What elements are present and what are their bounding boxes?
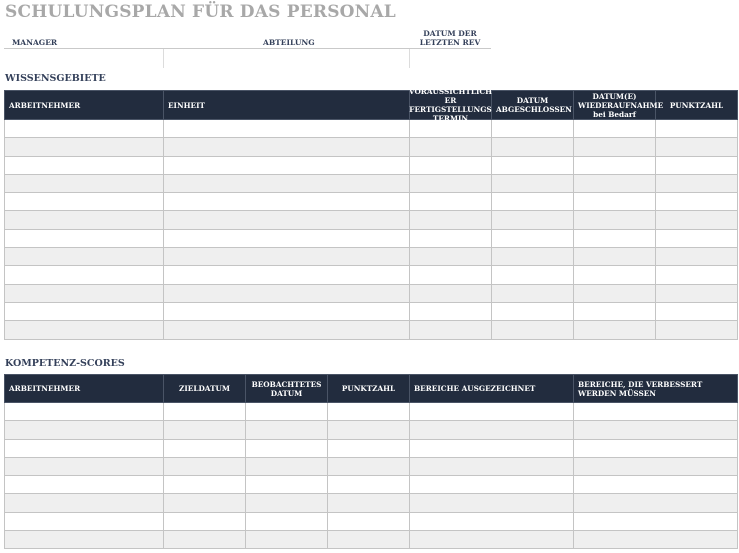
knowledge-table-cell[interactable] [574, 138, 656, 156]
competence-table-row [5, 421, 738, 439]
knowledge-table-row [5, 284, 738, 302]
knowledge-table-cell[interactable] [656, 156, 738, 174]
knowledge-table-cell[interactable] [164, 229, 410, 247]
competence-table-cell[interactable] [328, 403, 410, 421]
knowledge-table-cell[interactable] [574, 302, 656, 320]
knowledge-col-employee: ARBEITNEHMER [5, 91, 164, 120]
manager-label: MANAGER [12, 38, 58, 47]
competence-table-cell[interactable] [5, 421, 164, 439]
knowledge-table-cell[interactable] [5, 284, 164, 302]
knowledge-table-cell[interactable] [574, 229, 656, 247]
competence-table-cell[interactable] [246, 512, 328, 530]
competence-table-cell[interactable] [328, 421, 410, 439]
competence-table-cell[interactable] [5, 439, 164, 457]
competence-table-cell[interactable] [328, 494, 410, 512]
manager-field[interactable] [163, 49, 164, 68]
competence-table-cell[interactable] [574, 512, 738, 530]
knowledge-table-cell[interactable] [656, 229, 738, 247]
knowledge-table-cell[interactable] [656, 138, 738, 156]
knowledge-table-cell[interactable] [656, 248, 738, 266]
knowledge-table-row [5, 156, 738, 174]
knowledge-table-cell[interactable] [164, 120, 410, 138]
competence-table-body [5, 403, 738, 549]
knowledge-col-planned-date-label: VORAUSSICHTLICH ER FERTIGSTELLUNGS TERMIN [408, 87, 493, 123]
knowledge-table-row [5, 229, 738, 247]
knowledge-table-cell[interactable] [164, 302, 410, 320]
competence-table-cell[interactable] [5, 476, 164, 494]
knowledge-table-cell[interactable] [656, 211, 738, 229]
competence-table-cell[interactable] [328, 439, 410, 457]
competence-table-cell[interactable] [246, 403, 328, 421]
knowledge-table-row [5, 321, 738, 339]
knowledge-table-cell[interactable] [574, 266, 656, 284]
competence-table-row [5, 439, 738, 457]
knowledge-table-cell[interactable] [492, 229, 574, 247]
knowledge-table-cell[interactable] [164, 174, 410, 192]
competence-table-cell[interactable] [164, 512, 246, 530]
knowledge-table-cell[interactable] [492, 156, 574, 174]
knowledge-table-row [5, 138, 738, 156]
competence-table-cell[interactable] [410, 512, 574, 530]
last-revision-label-line1: DATUM DER [423, 29, 477, 38]
competence-table-cell[interactable] [574, 476, 738, 494]
knowledge-table-row [5, 302, 738, 320]
competence-table-cell[interactable] [246, 494, 328, 512]
department-label: ABTEILUNG [263, 38, 315, 47]
competence-table-cell[interactable] [5, 512, 164, 530]
knowledge-table-cell[interactable] [656, 321, 738, 339]
competence-table-cell[interactable] [164, 403, 246, 421]
knowledge-table-cell[interactable] [5, 193, 164, 211]
knowledge-table-cell[interactable] [5, 138, 164, 156]
knowledge-table-row [5, 248, 738, 266]
competence-table-cell[interactable] [164, 421, 246, 439]
knowledge-table-cell[interactable] [410, 211, 492, 229]
knowledge-table-cell[interactable] [5, 248, 164, 266]
knowledge-table-cell[interactable] [656, 174, 738, 192]
competence-table-cell[interactable] [164, 476, 246, 494]
knowledge-col-completed-date: DATUM ABGESCHLOSSEN [492, 91, 574, 120]
knowledge-table-row [5, 266, 738, 284]
competence-table-cell[interactable] [246, 439, 328, 457]
knowledge-col-planned-date [408, 87, 493, 123]
competence-col-excellent-areas: BEREICHE AUSGEZEICHNET [410, 375, 574, 403]
competence-table-cell[interactable] [410, 457, 574, 475]
knowledge-header-row [5, 91, 738, 120]
knowledge-table-cell[interactable] [5, 120, 164, 138]
competence-table-row [5, 476, 738, 494]
knowledge-table-cell[interactable] [492, 138, 574, 156]
knowledge-table-cell[interactable] [164, 211, 410, 229]
knowledge-table-cell[interactable] [492, 266, 574, 284]
competence-table-cell[interactable] [574, 494, 738, 512]
competence-table-cell[interactable] [5, 403, 164, 421]
knowledge-table-cell[interactable] [492, 284, 574, 302]
knowledge-table-cell[interactable] [574, 284, 656, 302]
knowledge-table-body [5, 120, 738, 340]
knowledge-table-cell[interactable] [410, 248, 492, 266]
knowledge-table-cell[interactable] [410, 174, 492, 192]
competence-table-cell[interactable] [164, 531, 246, 549]
competence-table-cell[interactable] [164, 457, 246, 475]
knowledge-table-cell[interactable] [656, 284, 738, 302]
knowledge-table-row [5, 193, 738, 211]
competence-table-cell[interactable] [410, 439, 574, 457]
competence-table-cell[interactable] [574, 421, 738, 439]
knowledge-table-cell[interactable] [574, 193, 656, 211]
knowledge-table-row [5, 174, 738, 192]
last-revision-label [410, 29, 490, 47]
knowledge-table-cell[interactable] [164, 284, 410, 302]
knowledge-table-cell[interactable] [410, 138, 492, 156]
knowledge-table-cell[interactable] [164, 138, 410, 156]
knowledge-table-cell[interactable] [410, 266, 492, 284]
knowledge-table-cell[interactable] [492, 193, 574, 211]
competence-table-cell[interactable] [5, 457, 164, 475]
competence-table-cell[interactable] [328, 457, 410, 475]
knowledge-table-cell[interactable] [410, 193, 492, 211]
competence-col-employee: ARBEITNEHMER [5, 375, 164, 403]
knowledge-table-cell[interactable] [574, 248, 656, 266]
info-header-divider [4, 48, 491, 49]
competence-table-cell[interactable] [410, 531, 574, 549]
competence-table-cell[interactable] [328, 512, 410, 530]
knowledge-table-cell[interactable] [5, 229, 164, 247]
competence-col-observed-date: BEOBACHTETES DATUM [246, 375, 328, 403]
knowledge-table-row [5, 211, 738, 229]
knowledge-table-cell[interactable] [5, 321, 164, 339]
knowledge-table-cell[interactable] [656, 193, 738, 211]
knowledge-table-cell[interactable] [410, 284, 492, 302]
knowledge-table-cell[interactable] [492, 211, 574, 229]
knowledge-table-cell[interactable] [5, 302, 164, 320]
page-title: SCHULUNGSPLAN FÜR DAS PERSONAL [5, 2, 396, 22]
competence-col-target-date: ZIELDATUM [164, 375, 246, 403]
competence-table-cell[interactable] [574, 403, 738, 421]
knowledge-table-cell[interactable] [656, 266, 738, 284]
competence-table-cell[interactable] [574, 531, 738, 549]
competence-table-cell[interactable] [5, 494, 164, 512]
department-field[interactable] [409, 49, 410, 68]
knowledge-table-cell[interactable] [656, 302, 738, 320]
knowledge-col-resume-dates: DATUM(E) WIEDERAUFNAHME bei Bedarf [574, 91, 656, 120]
knowledge-table-cell[interactable] [410, 302, 492, 320]
competence-table-cell[interactable] [5, 531, 164, 549]
competence-section-title: KOMPETENZ-SCORES [5, 358, 125, 369]
knowledge-table-cell[interactable] [5, 156, 164, 174]
knowledge-table-cell[interactable] [5, 211, 164, 229]
competence-table-cell[interactable] [246, 421, 328, 439]
knowledge-table-cell[interactable] [5, 266, 164, 284]
competence-col-score: PUNKTZAHL [328, 375, 410, 403]
knowledge-table-cell[interactable] [5, 174, 164, 192]
knowledge-col-score: PUNKTZAHL [656, 91, 738, 120]
competence-col-improvement-areas: BEREICHE, DIE VERBESSERT WERDEN MÜSSEN [574, 375, 738, 403]
competence-table-cell[interactable] [246, 457, 328, 475]
knowledge-table-cell[interactable] [164, 156, 410, 174]
knowledge-table-cell[interactable] [164, 266, 410, 284]
competence-table-cell[interactable] [574, 457, 738, 475]
competence-table-cell[interactable] [246, 531, 328, 549]
knowledge-section-title: WISSENSGEBIETE [5, 73, 106, 84]
competence-table-cell[interactable] [246, 476, 328, 494]
competence-table-row [5, 457, 738, 475]
knowledge-table-cell[interactable] [492, 302, 574, 320]
knowledge-table-cell[interactable] [492, 248, 574, 266]
knowledge-table-cell[interactable] [656, 120, 738, 138]
competence-table-cell[interactable] [574, 439, 738, 457]
knowledge-table-cell[interactable] [574, 156, 656, 174]
knowledge-table-cell[interactable] [164, 193, 410, 211]
knowledge-table-cell[interactable] [574, 321, 656, 339]
knowledge-table [4, 87, 738, 340]
knowledge-table-cell[interactable] [410, 156, 492, 174]
competence-table-cell[interactable] [328, 476, 410, 494]
competence-table-cell[interactable] [410, 421, 574, 439]
competence-table-row [5, 512, 738, 530]
competence-table-cell[interactable] [410, 494, 574, 512]
competence-table [4, 374, 738, 549]
competence-table-row [5, 531, 738, 549]
knowledge-table-cell[interactable] [492, 120, 574, 138]
last-revision-label-line2: LETZTEN REV [419, 38, 481, 47]
knowledge-table-cell[interactable] [410, 229, 492, 247]
knowledge-table-cell[interactable] [574, 211, 656, 229]
knowledge-table-cell[interactable] [492, 321, 574, 339]
knowledge-col-unit: EINHEIT [164, 91, 410, 120]
knowledge-table-cell[interactable] [410, 321, 492, 339]
competence-table-cell[interactable] [410, 403, 574, 421]
competence-header-row [5, 375, 738, 403]
competence-table-row [5, 494, 738, 512]
competence-table-cell[interactable] [328, 531, 410, 549]
knowledge-table-cell[interactable] [492, 174, 574, 192]
competence-table-cell[interactable] [410, 476, 574, 494]
knowledge-table-cell[interactable] [164, 321, 410, 339]
knowledge-table-cell[interactable] [164, 248, 410, 266]
competence-table-row [5, 403, 738, 421]
knowledge-table-cell[interactable] [574, 174, 656, 192]
competence-table-cell[interactable] [164, 439, 246, 457]
knowledge-table-row [5, 120, 738, 138]
competence-table-cell[interactable] [164, 494, 246, 512]
knowledge-table-cell[interactable] [574, 120, 656, 138]
